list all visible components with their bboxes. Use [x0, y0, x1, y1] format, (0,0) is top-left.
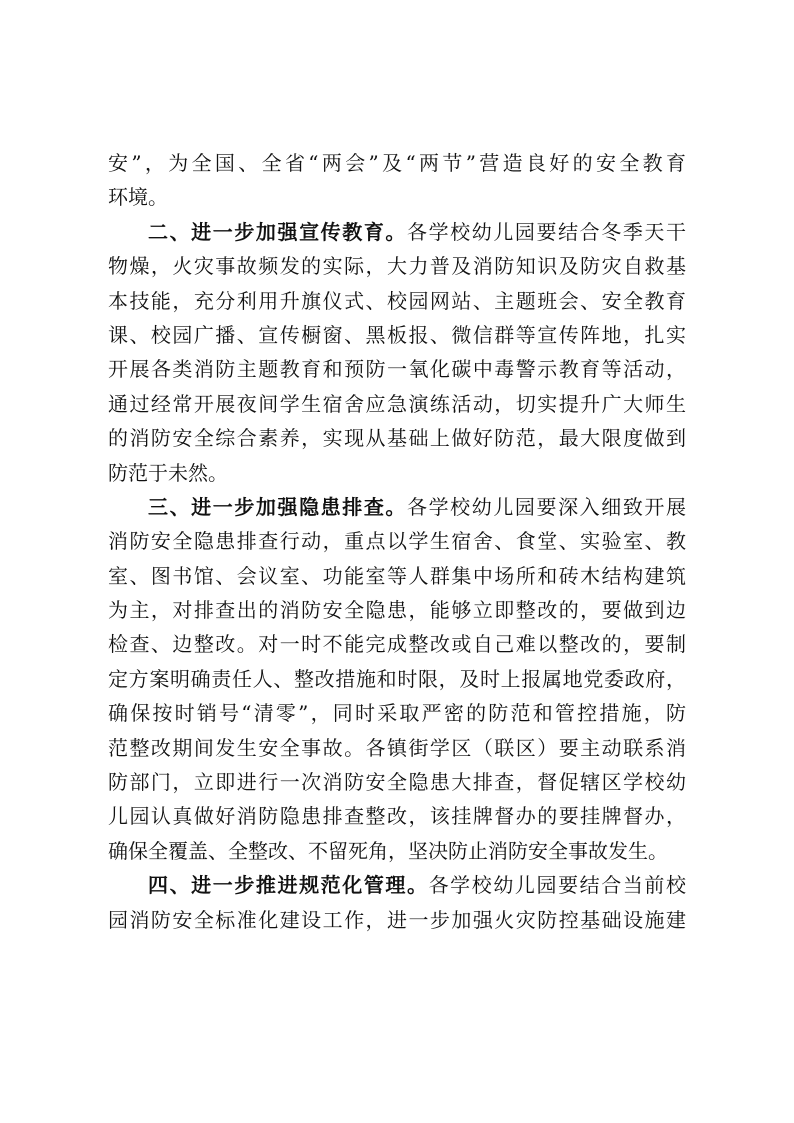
section-heading: 三、进一步加强隐患排查。 — [148, 494, 407, 519]
section-heading: 四、进一步推进规范化管理。 — [148, 873, 429, 898]
text-line: 范整改期间发生安全事故。各镇街学区（联区）要主动联系消 — [108, 735, 686, 760]
text-line: 防部门，立即进行一次消防安全隐患大排查，督促辖区学校幼 — [108, 770, 686, 795]
text-run: 各学校幼儿园要深入细致开展 — [407, 494, 686, 519]
text-line: 为主，对排查出的消防安全隐患，能够立即整改的，要做到边 — [108, 598, 686, 623]
paragraph-3 — [108, 490, 686, 868]
text-line: 检查、边整改。对一时不能完成整改或自己难以整改的，要制 — [108, 632, 686, 657]
text-line: 本技能，充分利用升旗仪式、校园网站、主题班会、安全教育 — [108, 288, 686, 313]
paragraph-2 — [108, 215, 686, 490]
text-line: 物燥，火灾事故频发的实际，大力普及消防知识及防灾自救基 — [108, 254, 686, 279]
text-run: 各学校幼儿园要结合当前校 — [428, 873, 687, 898]
text-run: 各学校幼儿园要结合冬季天干 — [407, 219, 686, 244]
text-line: 确保按时销号“清零”，同时采取严密的防范和管控措施，防 — [108, 701, 686, 726]
text-line: 消防安全隐患排查行动，重点以学生宿舍、食堂、实验室、教 — [108, 529, 686, 554]
text-line — [108, 490, 686, 524]
text-line: 安”，为全国、全省“两会”及“两节”营造良好的安全教育 — [108, 151, 686, 175]
section-heading: 二、进一步加强宣传教育。 — [148, 219, 407, 244]
text-line: 环境。 — [108, 185, 168, 210]
text-line: 园消防安全标准化建设工作，进一步加强火灾防控基础设施建 — [108, 907, 686, 932]
text-line: 儿园认真做好消防隐患排查整改，该挂牌督办的要挂牌督办， — [108, 804, 686, 829]
text-line: 通过经常开展夜间学生宿舍应急演练活动，切实提升广大师生 — [108, 391, 686, 416]
document-page — [108, 146, 686, 937]
text-line: 定方案明确责任人、整改措施和时限，及时上报属地党委政府， — [108, 666, 686, 691]
text-line: 开展各类消防主题教育和预防一氧化碳中毒警示教育等活动， — [108, 357, 686, 382]
text-line: 的消防安全综合素养，实现从基础上做好防范，最大限度做到 — [108, 426, 686, 451]
text-line: 确保全覆盖、全整改、不留死角，坚决防止消防安全事故发生。 — [108, 838, 668, 863]
text-line — [108, 868, 686, 902]
text-line: 课、校园广播、宣传橱窗、黑板报、微信群等宣传阵地，扎实 — [108, 322, 686, 347]
text-line: 室、图书馆、会议室、功能室等人群集中场所和砖木结构建筑 — [108, 563, 686, 588]
text-line: 防范于未然。 — [108, 460, 228, 485]
paragraph-4 — [108, 868, 686, 937]
paragraph-1 — [108, 146, 686, 215]
text-line — [108, 215, 686, 249]
